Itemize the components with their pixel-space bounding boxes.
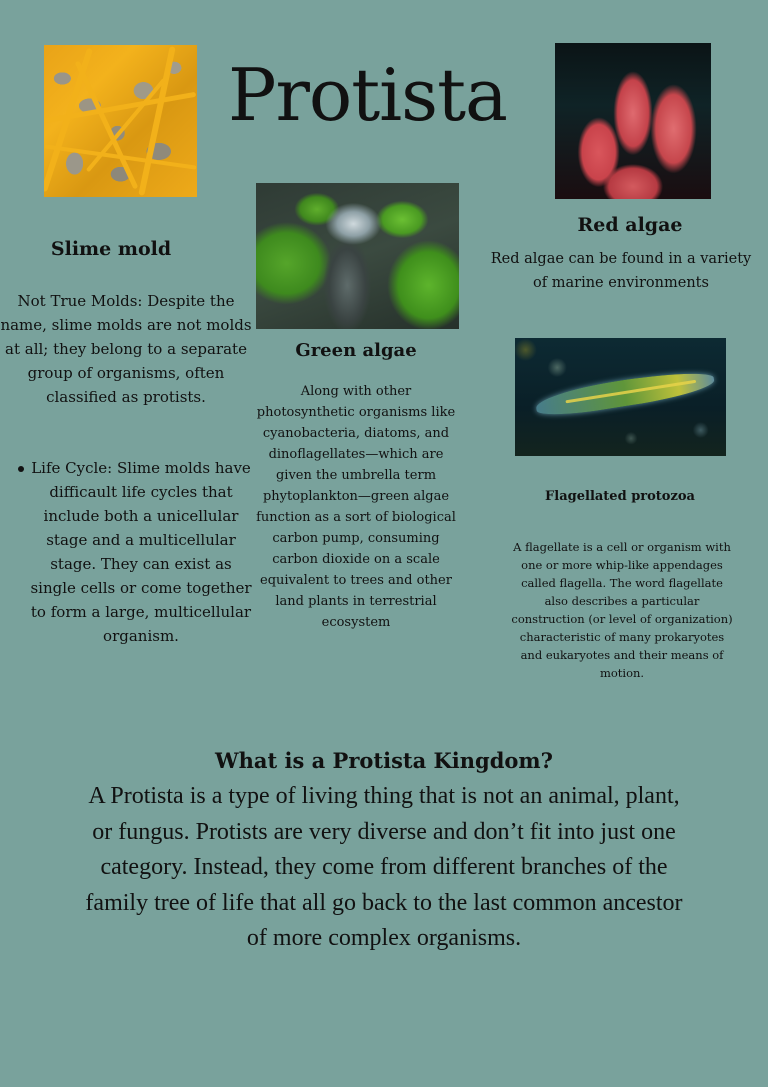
slime-mold-heading: Slime mold [50, 238, 172, 260]
kingdom-paragraph: A Protista is a type of living thing that is not an animal, plant, or fungus. Protists are very diverse and don’t fit into just one category. Instead, they come from different branches of the family tree of life that all go back to the last common ancestor of more complex organisms. [85, 783, 683, 951]
flagellate-image [515, 338, 726, 456]
flagellated-protozoa-paragraph: A flagellate is a cell or organism with one or more whip-like appendages called flagella. The word flagellate also describes a particular construction (or level of organization) characteristic of many prokaryotes and eukaryotes and their means of motion. [511, 540, 733, 680]
kingdom-heading: What is a Protista Kingdom? [215, 748, 553, 773]
flagellated-protozoa-heading: Flagellated protozoa [545, 489, 695, 504]
bullet-icon [18, 466, 24, 472]
green-algae-paragraph: Along with other photosynthetic organisms like cyanobacteria, diatoms, and dinoflagellates—which are given the umbrella term phytoplankton—green algae function as a sort of biological carbon pump, consuming carbon dioxide on a scale equivalent to trees and other land plants in terrestrial ecosystem [256, 384, 456, 630]
slime-mold-image [44, 45, 197, 197]
flagellate-cell-shape [534, 366, 716, 420]
slime-mold-paragraph: Not True Molds: Despite the name, slime molds are not molds at all; they belong to a separate group of organisms, often classified as protists. [0, 292, 252, 406]
red-algae-heading: Red algae [577, 214, 683, 236]
green-algae-heading: Green algae [295, 340, 417, 361]
page-title: Protista [228, 53, 507, 137]
green-algae-image [256, 183, 459, 329]
red-algae-image [555, 43, 711, 199]
red-algae-paragraph: Red algae can be found in a variety of marine environments [490, 251, 752, 291]
slime-mold-bullet: Life Cycle: Slime molds have difficault life cycles that include both a unicellular stage and a multicellular stage. They can exist as single cells or come together to form a large, multicellular organism. [30, 459, 252, 645]
